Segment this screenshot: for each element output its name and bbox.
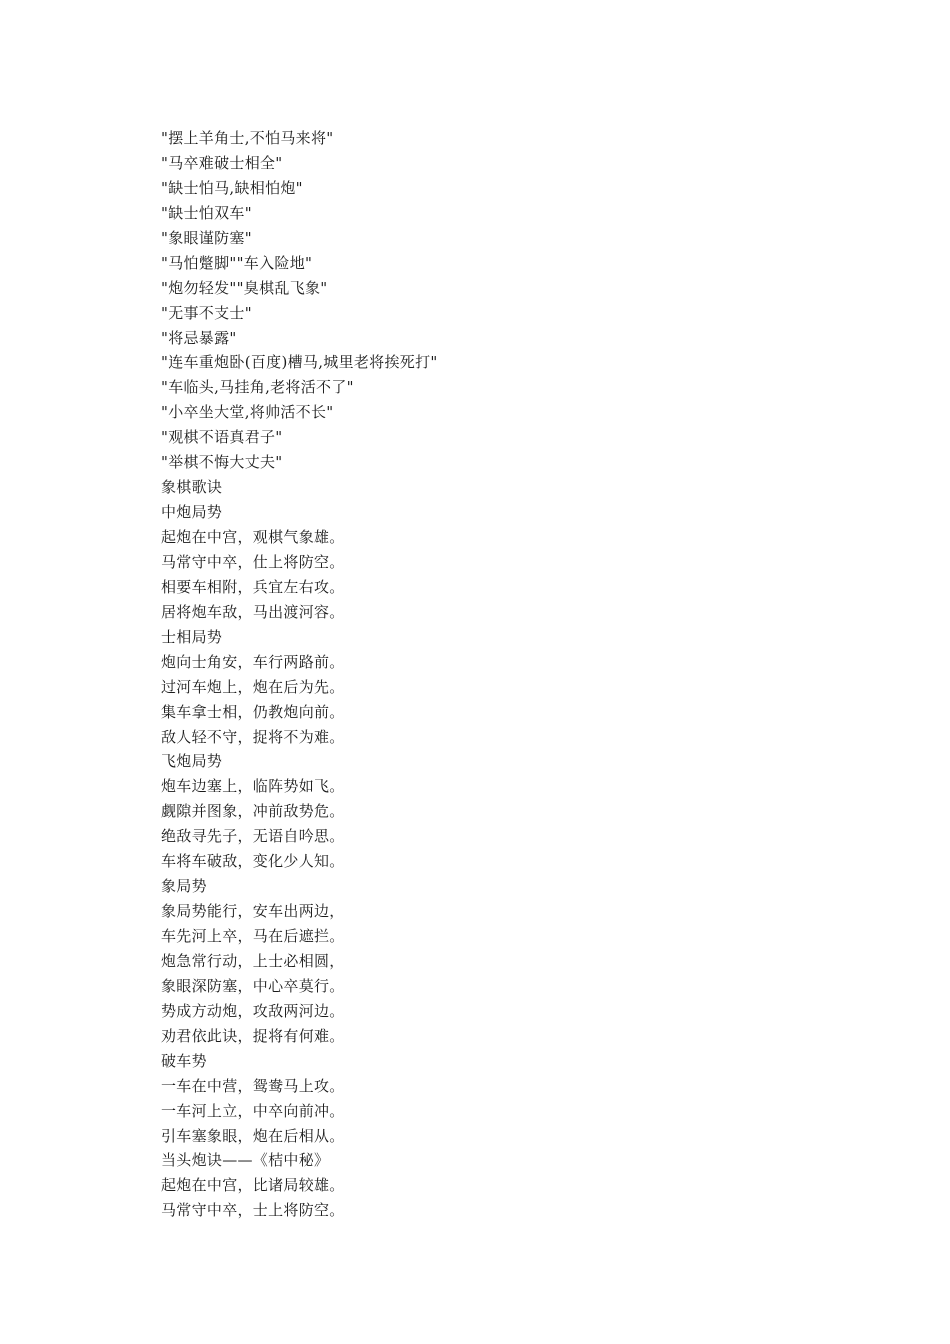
text-line: 破车势 xyxy=(161,1051,207,1070)
text-line: 炮向士角安，车行两路前。 xyxy=(161,652,345,671)
text-line: 一车在中营，鸳鸯马上攻。 xyxy=(161,1076,345,1095)
text-line: "马卒难破士相全" xyxy=(161,153,283,172)
text-line: 马常守中卒，仕上将防空。 xyxy=(161,552,345,571)
text-line: "无事不支士" xyxy=(161,303,252,322)
text-line: "缺士怕马,缺相怕炮" xyxy=(161,178,303,197)
text-line: 车先河上卒，马在后遮拦。 xyxy=(161,927,345,945)
text-line: 引车塞象眼，炮在后相从。 xyxy=(161,1126,345,1145)
text-line: 炮急常行动，上士必相圆， xyxy=(161,951,345,970)
text-line: 过河车炮上，炮在后为先。 xyxy=(161,677,345,696)
text-line: 中炮局势 xyxy=(161,503,223,522)
text-line: 象局势 xyxy=(161,877,207,896)
text-line: "车临头,马挂角,老将活不了" xyxy=(161,378,354,397)
text-line: "小卒坐大堂,将帅活不长" xyxy=(161,403,334,422)
text-line: "连车重炮卧(百度)槽马,城里老将挨死打" xyxy=(161,353,438,372)
text-line: "摆上羊角士,不怕马来将" xyxy=(161,129,334,147)
text-line: 绝敌寻先子，无语自吟思。 xyxy=(161,827,345,846)
text-line: 士相局势 xyxy=(161,627,223,646)
text-line: 居将炮车敌，马出渡河容。 xyxy=(161,602,345,621)
text-line: 当头炮诀——《桔中秘》 xyxy=(161,1151,330,1170)
text-line: 起炮在中宫，比诸局较雄。 xyxy=(161,1176,345,1195)
text-line: "马怕蹩脚""车入险地" xyxy=(161,253,313,272)
text-line: "象眼谨防塞" xyxy=(161,228,252,247)
text-line: "炮勿轻发""臭棋乱飞象" xyxy=(161,278,328,297)
text-line: 势成方动炮，攻敌两河边。 xyxy=(161,1001,345,1020)
text-line: 马常守中卒，士上将防空。 xyxy=(161,1201,345,1220)
text-line: 相要车相附，兵宜左右攻。 xyxy=(161,577,345,596)
text-line: "将忌暴露" xyxy=(161,328,237,347)
text-line: 起炮在中宫，观棋气象雄。 xyxy=(161,528,345,546)
text-line: "缺士怕双车" xyxy=(161,203,252,222)
text-line: 象局势能行，安车出两边， xyxy=(161,902,345,921)
text-line: 象眼深防塞，中心卒莫行。 xyxy=(161,976,345,995)
document-body xyxy=(161,126,861,1223)
text-line: 一车河上立，中卒向前冲。 xyxy=(161,1101,345,1120)
text-line: "观棋不语真君子" xyxy=(161,428,283,447)
text-line: 炮车边塞上，临阵势如飞。 xyxy=(161,777,345,796)
text-line: 觑隙并图象，冲前敌势危。 xyxy=(161,802,345,821)
text-line: "举棋不悔大丈夫" xyxy=(161,453,283,472)
text-line: 象棋歌诀 xyxy=(161,478,223,497)
text-line: 敌人轻不守，捉将不为难。 xyxy=(161,727,345,746)
text-line: 集车拿士相，仍教炮向前。 xyxy=(161,702,345,721)
text-line: 劝君依此诀，捉将有何难。 xyxy=(161,1026,345,1045)
text-line: 车将车破敌，变化少人知。 xyxy=(161,852,345,871)
text-line: 飞炮局势 xyxy=(161,752,223,771)
